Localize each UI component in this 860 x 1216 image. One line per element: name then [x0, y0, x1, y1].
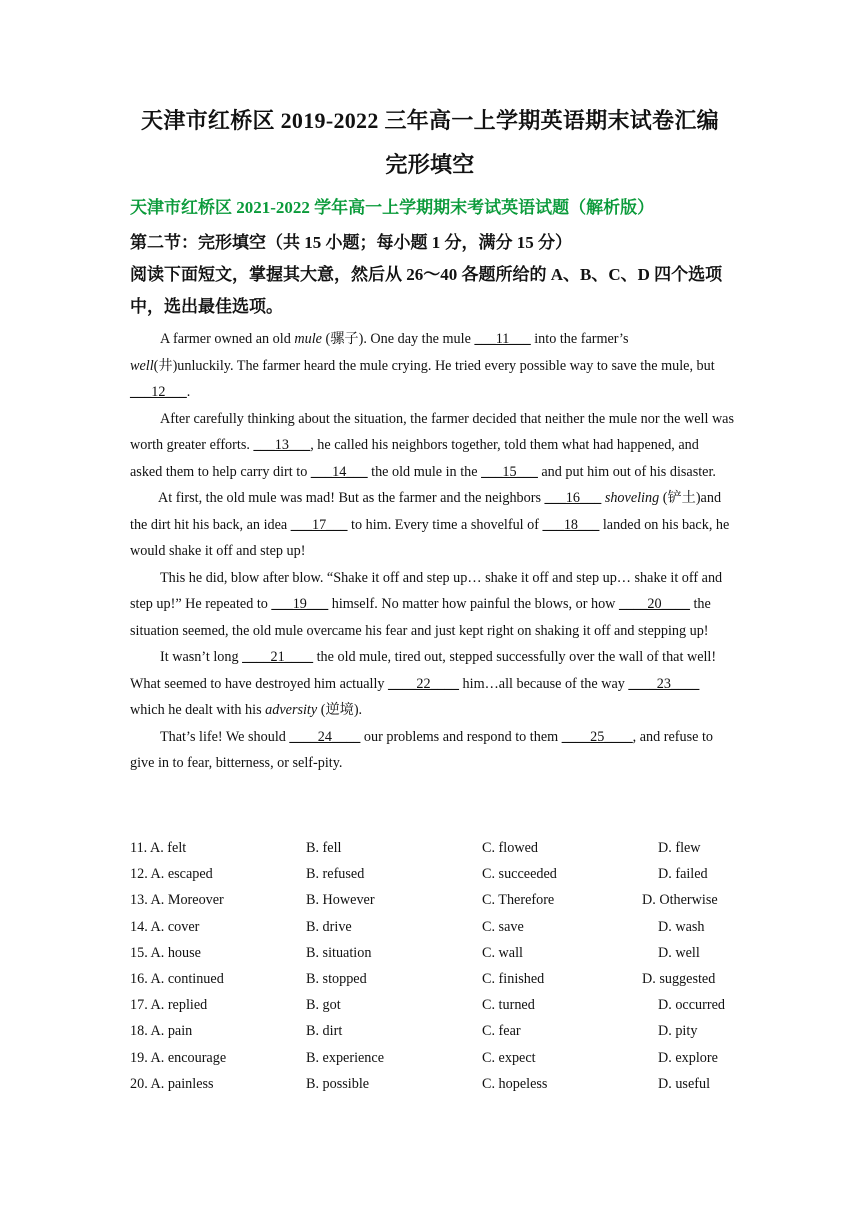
option-row [130, 888, 740, 914]
paragraph-2 [130, 406, 734, 486]
text: him…all because of the way [458, 675, 629, 692]
text: landed on his back, he would shake it off and step up! [130, 516, 730, 559]
option-b: B. drive [306, 918, 352, 935]
option-b: B. situation [306, 944, 372, 961]
option-a: 11. A. felt [130, 840, 187, 856]
text: into the farmer’s [530, 331, 629, 347]
instruction-line-1: 阅读下面短文，掌握其大意，然后从 26～40 各题所给的 A、B、C、D 四个选项 [130, 265, 723, 284]
answer-options [130, 836, 740, 1098]
text: the situation seemed, the old mule overcame his fear and just kept right on shaking it off and stepping up! [130, 596, 711, 639]
option-a: 14. A. cover [130, 918, 200, 935]
part-heading: 第二节：完形填空（共 15 小题；每小题 1 分，满分 15 分） [130, 233, 572, 252]
option-d: D. Otherwise [642, 892, 718, 909]
paragraph-1 [130, 326, 734, 406]
option-b: B. refused [306, 866, 365, 883]
option-c: C. hopeless [482, 1075, 548, 1092]
text: adversity [265, 702, 318, 718]
option-d: D. pity [658, 1023, 698, 1040]
text: This he did, blow after blow. “Shake it off and step up… shake it off and step up… shake it off and step up!” He repeated to [130, 569, 723, 612]
blank-25: ____25____ [561, 728, 633, 745]
text: (铲土)and the dirt hit his back, an idea [130, 490, 722, 533]
option-c: C. succeeded [482, 866, 557, 883]
option-a: 19. A. encourage [130, 1049, 227, 1066]
blank-22: ____22____ [388, 675, 459, 692]
document-subtitle: 完形填空 [385, 152, 475, 177]
paragraph-5 [130, 644, 734, 724]
option-a: 17. A. replied [130, 997, 208, 1014]
text: (骡子). One day the mule [321, 331, 475, 347]
text: , he called his neighbors together, told them what had happened, and asked them to help carry dirt to [130, 437, 699, 480]
blank-17: ___17___ [290, 516, 348, 533]
text: A farmer owned an old [160, 331, 295, 347]
blank-15: ___15___ [481, 463, 538, 480]
option-d: D. wash [658, 918, 705, 935]
text: (逆境). [317, 702, 363, 718]
blank-12: ___12___ [130, 384, 187, 400]
option-c: C. flowed [482, 840, 538, 856]
option-b: B. experience [306, 1049, 384, 1066]
option-b: B. dirt [306, 1023, 343, 1040]
blank-23: ____23____ [628, 675, 700, 692]
blank-19: ___19___ [271, 596, 329, 612]
option-d: D. well [658, 944, 700, 961]
text: the old mule in the [367, 463, 482, 480]
blank-24: ____24____ [289, 728, 361, 745]
option-a: 20. A. painless [130, 1075, 214, 1092]
option-row [130, 862, 740, 888]
option-d: D. occurred [658, 997, 725, 1014]
text: , and refuse to give in to fear, bitterness, or self-pity. [130, 728, 714, 771]
text: . [186, 384, 191, 400]
text: It wasn’t long [160, 649, 243, 665]
option-d: D. flew [658, 840, 701, 856]
option-b: B. got [306, 997, 341, 1014]
blank-13: ___13___ [253, 437, 311, 453]
text: (井)unluckily. The farmer heard the mule crying. He tried every possible way to save the mule, but [153, 357, 715, 374]
paragraph-3 [130, 485, 734, 565]
blank-16: ___16___ [544, 490, 602, 506]
option-a: 15. A. house [130, 944, 201, 961]
passage [130, 326, 734, 777]
text: After carefully thinking about the situation, the farmer decided that neither the mule nor the well was worth greater efforts. [130, 410, 735, 453]
blank-21: ____21____ [242, 649, 314, 665]
option-row [130, 993, 740, 1019]
instruction-line-2: 中，选出最佳选项。 [130, 297, 283, 316]
option-b: B. fell [306, 840, 342, 856]
option-row [130, 1019, 740, 1045]
option-b: B. However [306, 892, 375, 909]
option-c: C. turned [482, 997, 535, 1014]
text: That’s life! We should [160, 728, 290, 745]
option-d: D. suggested [642, 970, 716, 987]
option-c: C. expect [482, 1049, 536, 1066]
paragraph-4 [130, 565, 734, 645]
text: to him. Every time a shovelful of [347, 516, 543, 533]
text: mule [294, 331, 322, 347]
option-c: C. fear [482, 1023, 521, 1040]
option-row [130, 941, 740, 967]
blank-11: ___11___ [474, 331, 531, 347]
text: himself. No matter how painful the blows, or how [328, 596, 619, 612]
option-a: 16. A. continued [130, 970, 224, 987]
text: and put him out of his disaster. [537, 463, 716, 480]
text: At first, the old mule was mad! But as the farmer and the neighbors [158, 490, 545, 506]
option-d: D. explore [658, 1049, 718, 1066]
text: well [130, 357, 154, 374]
paragraph-6 [130, 724, 734, 777]
option-row [130, 915, 740, 941]
option-c: C. wall [482, 944, 523, 961]
source-title: 天津市红桥区 2021-2022 学年高一上学期期末考试英语试题（解析版） [130, 198, 655, 217]
option-a: 18. A. pain [130, 1023, 193, 1040]
option-c: C. Therefore [482, 892, 555, 909]
option-row [130, 1072, 740, 1098]
option-c: C. finished [482, 970, 545, 987]
blank-14: ___14___ [310, 463, 368, 480]
option-d: D. useful [658, 1075, 711, 1092]
option-b: B. possible [306, 1075, 370, 1092]
blank-20: ____20____ [618, 596, 690, 612]
text: shoveling [604, 490, 660, 506]
option-d: D. failed [658, 866, 708, 883]
text: the old mule, tired out, stepped successfully over the wall of that well! What seemed to have destroyed him actually [130, 649, 717, 692]
option-row [130, 967, 740, 993]
text: which he dealt with his [130, 702, 266, 718]
option-b: B. stopped [306, 970, 367, 987]
option-row [130, 1046, 740, 1072]
option-c: C. save [482, 918, 524, 935]
text: our problems and respond to them [360, 728, 562, 745]
option-row [130, 836, 740, 862]
document-title: 天津市红桥区 2019-2022 三年高一上学期英语期末试卷汇编 [141, 108, 719, 133]
blank-18: ___18___ [542, 516, 600, 533]
option-a: 13. A. Moreover [130, 892, 224, 909]
option-a: 12. A. escaped [130, 866, 213, 883]
